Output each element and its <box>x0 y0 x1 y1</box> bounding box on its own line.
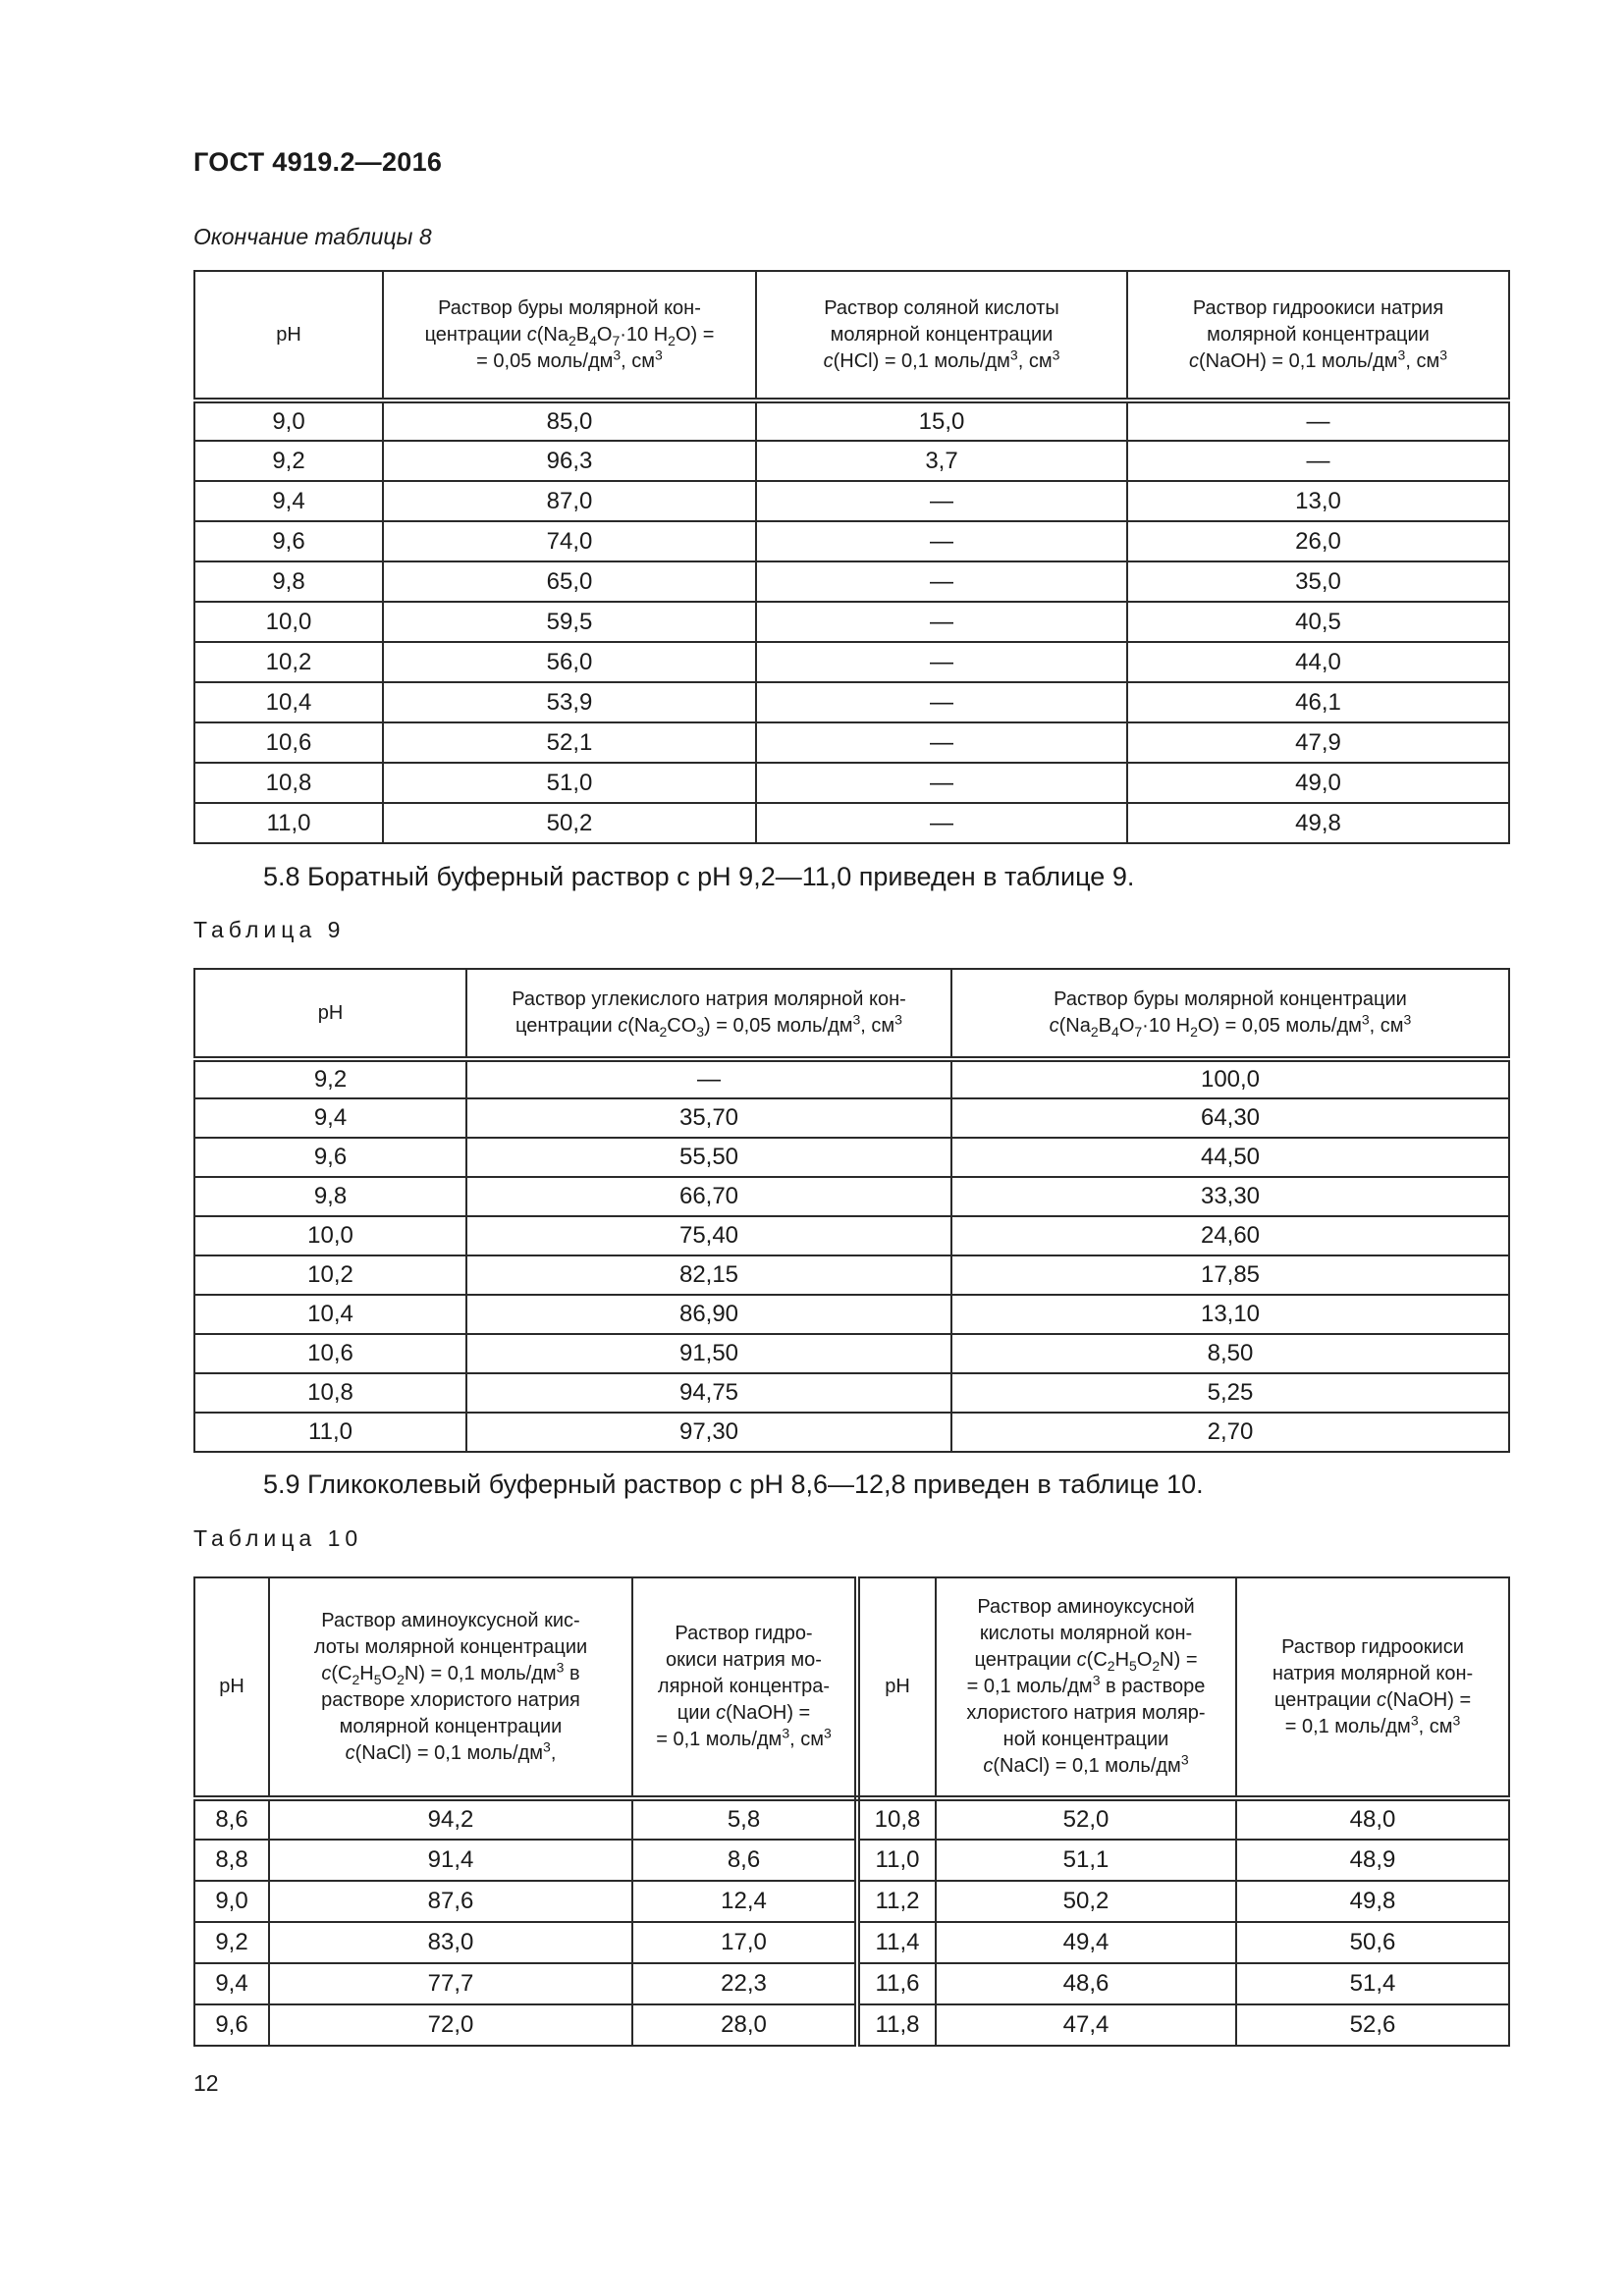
col-header-hcl: Раствор соляной кислоты молярной концентрации c(HCl) = 0,1 моль/$дм^3$, $см^3$ <box>756 271 1127 400</box>
table-cell: 35,0 <box>1127 561 1509 602</box>
table-cell: 50,2 <box>936 1881 1236 1922</box>
table-cell: 87,0 <box>383 481 756 521</box>
col-header-naoh-2: Раствор гидроокиси натрия молярной кон- центрации c(NaOH) = = 0,1 моль/$дм^3$, $см^3$ <box>1236 1577 1509 1798</box>
col-header-ph: pH <box>194 271 383 400</box>
document-id: ГОСТ 4919.2—2016 <box>193 147 443 177</box>
col-header-sodium-carbonate: Раствор углекислого натрия молярной кон- центрации $c(Na_2CO_3) = 0,05$ моль/$дм^3$, $см^3$ <box>466 969 951 1059</box>
table-row <box>194 561 1509 602</box>
table-cell: 8,50 <box>951 1334 1509 1373</box>
paragraph-5-9: 5.9 Гликоколевый буферный раствор с pH 8,6—12,8 приведен в таблице 10. <box>263 1469 1204 1499</box>
table-cell: — <box>756 602 1127 642</box>
table-row <box>194 1059 1509 1098</box>
table-cell: 51,0 <box>383 763 756 803</box>
table-8 <box>193 270 1510 844</box>
table-cell: 10,6 <box>194 722 383 763</box>
table10-caption: Таблица 10 <box>193 1525 363 1551</box>
table-cell: 10,0 <box>194 602 383 642</box>
table-cell: 48,9 <box>1236 1840 1509 1881</box>
table-cell: 47,9 <box>1127 722 1509 763</box>
table-cell: 10,4 <box>194 1295 466 1334</box>
table-cell: 86,90 <box>466 1295 951 1334</box>
table-cell: 49,4 <box>936 1922 1236 1963</box>
table-cell: 10,2 <box>194 1255 466 1295</box>
col-header-naoh: Раствор гидроокиси натрия молярной концентрации c(NaOH) = 0,1 моль/$дм^3$, $см^3$ <box>1127 271 1509 400</box>
table-row <box>194 1413 1509 1452</box>
table-cell: 10,4 <box>194 682 383 722</box>
col-header-ph: pH <box>194 1577 269 1798</box>
table-row <box>194 682 1509 722</box>
table-cell: 72,0 <box>269 2004 632 2046</box>
table-cell: 40,5 <box>1127 602 1509 642</box>
table-cell: 96,3 <box>383 441 756 481</box>
table-cell: 13,0 <box>1127 481 1509 521</box>
table-row <box>194 1922 1509 1963</box>
table-row <box>194 1963 1509 2004</box>
table-cell: 9,4 <box>194 1098 466 1138</box>
table8-caption: Окончание таблицы 8 <box>193 224 432 249</box>
col-header-borax: Раствор буры молярной концентрации $c(Na_2B_4O_7\cdot 10$ $H_2O) = 0,05$ моль/$дм^3$, $см^3$ <box>951 969 1509 1059</box>
table-cell: 9,2 <box>194 1922 269 1963</box>
table-row <box>194 1255 1509 1295</box>
table-9 <box>193 968 1510 1453</box>
table-cell: 24,60 <box>951 1216 1509 1255</box>
col-header-glycine: Раствор аминоуксусной кис- лоты молярной концентрации $c(C_2H_5O_2N) = 0,1$ моль/$дм^3$ в растворе хлористого натрия молярной концентрации c(NaCl) = 0,1 моль/$дм^3$, <box>269 1577 632 1798</box>
table-cell: 17,0 <box>632 1922 857 1963</box>
table9-caption: Таблица 9 <box>193 917 346 942</box>
table-cell: 56,0 <box>383 642 756 682</box>
col-header-borax: Раствор буры молярной кон- центрации $c(Na_2B_4O_7\cdot 10$ $H_2O$) = = 0,05 моль/$дм^3$, $см^3$ <box>383 271 756 400</box>
table-10 <box>193 1576 1510 2047</box>
table-row <box>194 2004 1509 2046</box>
table-cell: 50,2 <box>383 803 756 843</box>
table-cell: 9,8 <box>194 561 383 602</box>
table-cell: 48,0 <box>1236 1798 1509 1840</box>
table-cell: 26,0 <box>1127 521 1509 561</box>
table-cell: 48,6 <box>936 1963 1236 2004</box>
table-cell: 64,30 <box>951 1098 1509 1138</box>
table-cell: — <box>756 521 1127 561</box>
table-row <box>194 1295 1509 1334</box>
table-cell: — <box>1127 441 1509 481</box>
table-row <box>194 441 1509 481</box>
table-cell: 51,1 <box>936 1840 1236 1881</box>
table-cell: 10,8 <box>857 1798 936 1840</box>
page-number: 12 <box>193 2070 219 2096</box>
paragraph-5-8: 5.8 Боратный буферный раствор с pH 9,2—11,0 приведен в таблице 9. <box>263 862 1135 891</box>
table-cell: 9,4 <box>194 481 383 521</box>
col-header-ph-2: pH <box>857 1577 936 1798</box>
table-cell: — <box>466 1059 951 1098</box>
table-row <box>194 1798 1509 1840</box>
table-cell: 15,0 <box>756 400 1127 441</box>
table-cell: 35,70 <box>466 1098 951 1138</box>
table-cell: 44,0 <box>1127 642 1509 682</box>
table-cell: 11,0 <box>194 1413 466 1452</box>
table-cell: 53,9 <box>383 682 756 722</box>
table-cell: — <box>756 722 1127 763</box>
table-cell: 52,1 <box>383 722 756 763</box>
table-cell: 94,75 <box>466 1373 951 1413</box>
table-cell: 10,6 <box>194 1334 466 1373</box>
table-cell: 77,7 <box>269 1963 632 2004</box>
table-cell: 94,2 <box>269 1798 632 1840</box>
table-cell: 8,6 <box>632 1840 857 1881</box>
table-cell: 17,85 <box>951 1255 1509 1295</box>
table-cell: 11,6 <box>857 1963 936 2004</box>
table-row <box>194 763 1509 803</box>
table-cell: 9,6 <box>194 521 383 561</box>
table-cell: 52,0 <box>936 1798 1236 1840</box>
table-row <box>194 722 1509 763</box>
table-cell: 46,1 <box>1127 682 1509 722</box>
table-cell: 55,50 <box>466 1138 951 1177</box>
table-cell: 11,8 <box>857 2004 936 2046</box>
table-cell: 10,0 <box>194 1216 466 1255</box>
table-row <box>194 481 1509 521</box>
table-row <box>194 1177 1509 1216</box>
col-header-glycine-2: Раствор аминоуксусной кислоты молярной кон- центрации $c(C_2H_5O_2N)$ = = 0,1 моль/$дм^3$ в растворе хлористого натрия моляр- ной концентрации c(NaCl) = 0,1 моль/$дм^3$ <box>936 1577 1236 1798</box>
table-cell: 74,0 <box>383 521 756 561</box>
table-cell: 2,70 <box>951 1413 1509 1452</box>
table-cell: 9,4 <box>194 1963 269 2004</box>
table-cell: — <box>756 481 1127 521</box>
table-cell: 49,8 <box>1236 1881 1509 1922</box>
table-cell: 91,4 <box>269 1840 632 1881</box>
table-cell: 51,4 <box>1236 1963 1509 2004</box>
table-cell: 22,3 <box>632 1963 857 2004</box>
table-cell: — <box>756 763 1127 803</box>
table-cell: 49,8 <box>1127 803 1509 843</box>
col-header-naoh: Раствор гидро- окиси натрия мо- лярной концентра- ции c(NaOH) = = 0,1 моль/$дм^3$, $см^3$ <box>632 1577 857 1798</box>
table-cell: 28,0 <box>632 2004 857 2046</box>
table-cell: 11,0 <box>194 803 383 843</box>
table-cell: 66,70 <box>466 1177 951 1216</box>
table-cell: 9,0 <box>194 1881 269 1922</box>
table-cell: 100,0 <box>951 1059 1509 1098</box>
table-row <box>194 803 1509 843</box>
table-row <box>194 1138 1509 1177</box>
table-row <box>194 642 1509 682</box>
table-cell: — <box>756 561 1127 602</box>
table-row <box>194 1216 1509 1255</box>
table-cell: 50,6 <box>1236 1922 1509 1963</box>
table-row <box>194 1840 1509 1881</box>
table-cell: 52,6 <box>1236 2004 1509 2046</box>
table-cell: 11,0 <box>857 1840 936 1881</box>
table-cell: 10,8 <box>194 1373 466 1413</box>
table-cell: 82,15 <box>466 1255 951 1295</box>
table-cell: — <box>756 642 1127 682</box>
table-cell: 5,25 <box>951 1373 1509 1413</box>
table-cell: 44,50 <box>951 1138 1509 1177</box>
table-cell: 65,0 <box>383 561 756 602</box>
table-cell: 9,6 <box>194 2004 269 2046</box>
table-cell: 97,30 <box>466 1413 951 1452</box>
table-cell: 59,5 <box>383 602 756 642</box>
table-cell: 75,40 <box>466 1216 951 1255</box>
table-cell: 83,0 <box>269 1922 632 1963</box>
col-header-ph: pH <box>194 969 466 1059</box>
table-cell: 9,0 <box>194 400 383 441</box>
table-cell: 11,4 <box>857 1922 936 1963</box>
table-row <box>194 400 1509 441</box>
table-cell: — <box>1127 400 1509 441</box>
table-row <box>194 602 1509 642</box>
table-cell: 33,30 <box>951 1177 1509 1216</box>
table-row <box>194 1334 1509 1373</box>
table-cell: 3,7 <box>756 441 1127 481</box>
table-cell: 9,6 <box>194 1138 466 1177</box>
table-cell: 9,8 <box>194 1177 466 1216</box>
table-cell: 11,2 <box>857 1881 936 1922</box>
table-cell: 9,2 <box>194 441 383 481</box>
table-cell: 5,8 <box>632 1798 857 1840</box>
table-cell: 13,10 <box>951 1295 1509 1334</box>
table-row <box>194 521 1509 561</box>
table-row <box>194 1373 1509 1413</box>
table-row <box>194 1098 1509 1138</box>
table-cell: 47,4 <box>936 2004 1236 2046</box>
table-cell: 8,8 <box>194 1840 269 1881</box>
table-cell: 91,50 <box>466 1334 951 1373</box>
table-cell: 9,2 <box>194 1059 466 1098</box>
table-row <box>194 1881 1509 1922</box>
table-cell: 12,4 <box>632 1881 857 1922</box>
table-cell: 85,0 <box>383 400 756 441</box>
table-cell: 8,6 <box>194 1798 269 1840</box>
table-cell: 10,2 <box>194 642 383 682</box>
table-cell: 49,0 <box>1127 763 1509 803</box>
table-cell: 10,8 <box>194 763 383 803</box>
table-cell: 87,6 <box>269 1881 632 1922</box>
table-cell: — <box>756 803 1127 843</box>
table-cell: — <box>756 682 1127 722</box>
